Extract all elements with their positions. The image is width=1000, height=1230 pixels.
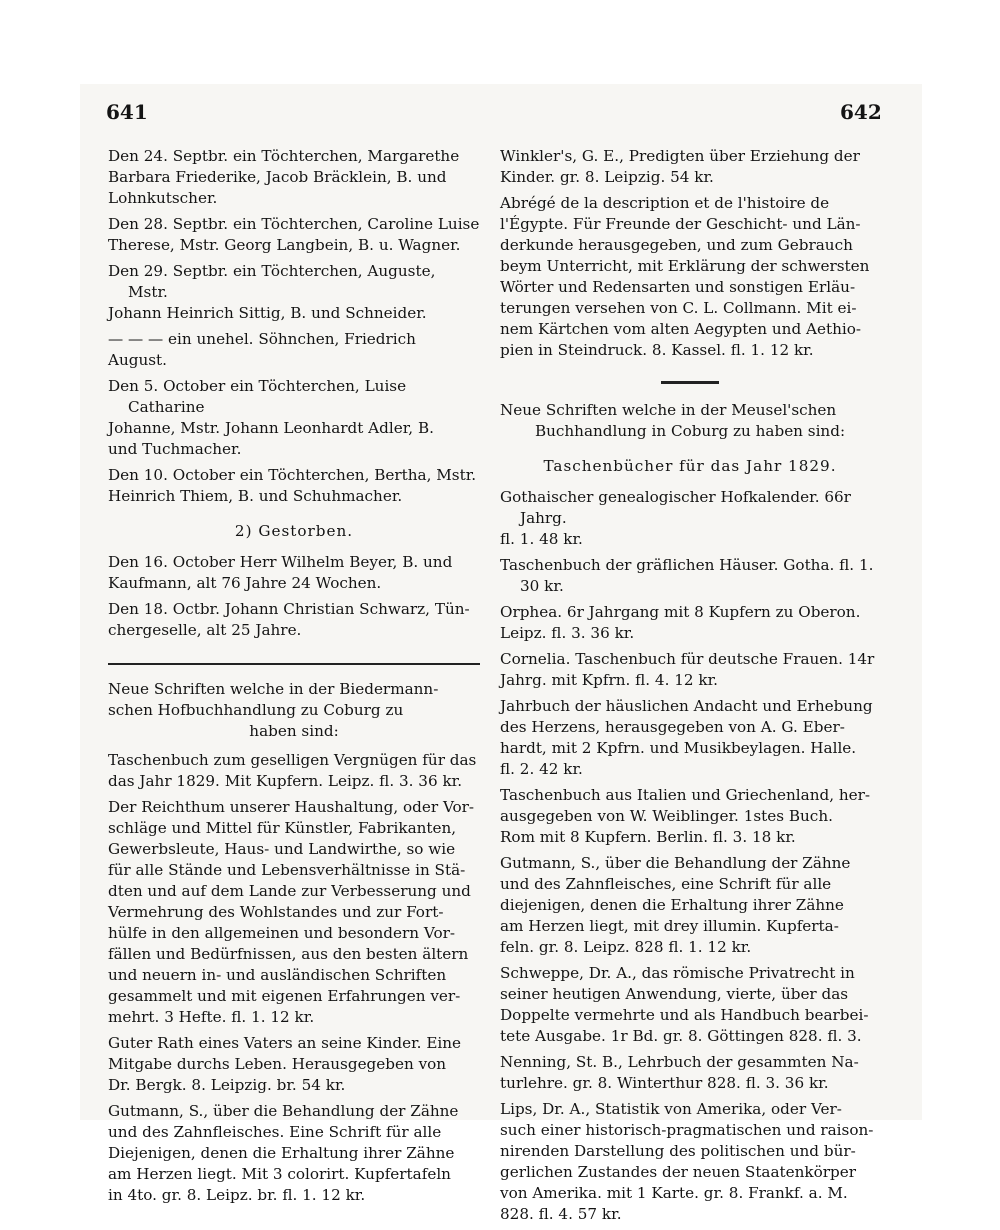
text-line: ausgegeben von W. Weiblinger. 1stes Buch. — [500, 807, 833, 825]
book-entry — [108, 797, 480, 1028]
book-entry — [108, 1033, 480, 1096]
births-list — [108, 146, 480, 507]
death-entry — [108, 599, 480, 641]
text-line: hardt, mit 2 Kpfrn. und Musikbeylagen. Halle. — [500, 739, 857, 757]
text-line: Wörter und Redensarten und sonstigen Erläu- — [500, 278, 856, 296]
text-line: Kaufmann, alt 76 Jahre 24 Wochen. — [108, 574, 382, 592]
text-line: August. — [108, 351, 167, 369]
text-line: in 4to. gr. 8. Leipz. br. fl. 1. 12 kr. — [108, 1186, 366, 1204]
text-line: und des Zahnfleisches, eine Schrift für alle — [500, 875, 832, 893]
text-line: Taschenbuch der gräflichen Häuser. Gotha. fl. 1. 30 kr. — [500, 556, 874, 595]
text-line: Lohnkutscher. — [108, 189, 218, 207]
heading-line: schen Hofbuchhandlung zu Coburg zu — [108, 701, 404, 719]
text-line: Schweppe, Dr. A., das römische Privatrecht in — [500, 964, 855, 982]
text-line: derkunde herausgegeben, und zum Gebrauch — [500, 236, 853, 254]
text-line: terungen versehen von C. L. Collmann. Mit ei- — [500, 299, 857, 317]
text-line: Der Reichthum unserer Haushaltung, oder Vor- — [108, 798, 475, 816]
text-line: Cornelia. Taschenbuch für deutsche Frauen. 14r — [500, 650, 875, 668]
text-line: Barbara Friederike, Jacob Bräcklein, B. und — [108, 168, 447, 186]
text-line: Taschenbuch aus Italien und Griechenland, her- — [500, 786, 871, 804]
short-divider — [661, 381, 719, 384]
section-heading-deaths: 2) Gestorben. — [234, 522, 354, 540]
birth-entry — [108, 214, 480, 256]
text-line: und Tuchmacher. — [108, 440, 242, 458]
section-divider — [108, 663, 480, 665]
heading-line: Buchhandlung in Coburg zu haben sind: — [534, 422, 846, 440]
text-line: Den 24. Septbr. ein Töchterchen, Margarethe — [108, 147, 460, 165]
bookshop-heading-biedermann — [108, 679, 480, 742]
text-line: nirenden Darstellung des politischen und bür- — [500, 1142, 856, 1160]
text-line: — — — ein unehel. Söhnchen, Friedrich — [108, 330, 416, 348]
text-line: Rom mit 8 Kupfern. Berlin. fl. 3. 18 kr. — [500, 828, 796, 846]
text-line: Dr. Bergk. 8. Leipzig. br. 54 kr. — [108, 1076, 346, 1094]
book-entry — [500, 853, 880, 958]
text-line: chergeselle, alt 25 Jahre. — [108, 621, 302, 639]
page-number-right: 642 — [840, 100, 882, 124]
text-line: und neuern in- und ausländischen Schriften — [108, 966, 447, 984]
text-line: Kinder. gr. 8. Leipzig. 54 kr. — [500, 168, 714, 186]
text-line: Johann Heinrich Sittig, B. und Schneider. — [108, 304, 427, 322]
heading-line: Neue Schriften welche in der Biedermann- — [108, 680, 439, 698]
text-line: Guter Rath eines Vaters an seine Kinder. Eine — [108, 1034, 462, 1052]
right-column — [500, 146, 880, 1230]
text-line: am Herzen liegt. Mit 3 colorirt. Kupfertafeln — [108, 1165, 451, 1183]
text-line: Mitgabe durchs Leben. Herausgegeben von — [108, 1055, 447, 1073]
book-entry — [500, 555, 880, 597]
book-entry — [108, 750, 480, 792]
text-line: Den 29. Septbr. ein Töchterchen, Auguste, Mstr. — [108, 262, 436, 301]
text-line: und des Zahnfleisches. Eine Schrift für alle — [108, 1123, 442, 1141]
text-line: das Jahr 1829. Mit Kupfern. Leipz. fl. 3. 36 kr. — [108, 772, 463, 790]
text-line: Heinrich Thiem, B. und Schuhmacher. — [108, 487, 403, 505]
book-entry — [500, 146, 880, 188]
text-line: Leipz. fl. 3. 36 kr. — [500, 624, 635, 642]
text-line: gerlichen Zustandes der neuen Staatenkörper — [500, 1163, 856, 1181]
text-line: Vermehrung des Wohlstandes und zur Fort- — [108, 903, 444, 921]
text-line: diejenigen, denen die Erhaltung ihrer Zähne — [500, 896, 844, 914]
text-line: Den 18. Octbr. Johann Christian Schwarz, Tün- — [108, 600, 470, 618]
text-line: fl. 2. 42 kr. — [500, 760, 583, 778]
deaths-list — [108, 552, 480, 641]
text-line: Taschenbuch zum geselligen Vergnügen für das — [108, 751, 477, 769]
book-entry — [500, 649, 880, 691]
text-line: Winkler's, G. E., Predigten über Erziehung der — [500, 147, 860, 165]
text-line: Gutmann, S., über die Behandlung der Zähne — [500, 854, 851, 872]
text-line: feln. gr. 8. Leipz. 828 fl. 1. 12 kr. — [500, 938, 752, 956]
subheading-taschenbuecher: Taschenbücher für das Jahr 1829. — [543, 457, 837, 475]
text-line: fl. 1. 48 kr. — [500, 530, 583, 548]
book-list-right — [500, 487, 880, 1225]
text-line: Den 5. October ein Töchterchen, Luise Catharine — [108, 377, 407, 416]
text-line: des Herzens, herausgegeben von A. G. Eber- — [500, 718, 845, 736]
book-entry — [108, 1101, 480, 1206]
text-line: Gewerbsleute, Haus- und Landwirthe, so wie — [108, 840, 456, 858]
heading-line: haben sind: — [249, 722, 339, 740]
book-entry — [500, 602, 880, 644]
birth-entry — [108, 146, 480, 209]
book-entry — [500, 193, 880, 361]
text-line: Jahrbuch der häuslichen Andacht und Erhebung — [500, 697, 873, 715]
text-line: hülfe in den allgemeinen und besondern Vor- — [108, 924, 455, 942]
book-list-continued — [500, 146, 880, 361]
text-line: dten und auf dem Lande zur Verbesserung und — [108, 882, 471, 900]
page-number-left: 641 — [106, 100, 148, 124]
text-line: am Herzen liegt, mit drey illumin. Kupferta- — [500, 917, 839, 935]
text-line: 828. fl. 4. 57 kr. — [500, 1205, 622, 1223]
death-entry — [108, 552, 480, 594]
text-line: Jahrg. mit Kpfrn. fl. 4. 12 kr. — [500, 671, 719, 689]
text-line: schläge und Mittel für Künstler, Fabrikanten, — [108, 819, 457, 837]
book-entry — [500, 1099, 880, 1225]
text-line: beym Unterricht, mit Erklärung der schwersten — [500, 257, 870, 275]
text-line: l'Égypte. Für Freunde der Geschicht- und Län- — [500, 215, 861, 233]
book-entry — [500, 963, 880, 1047]
bookshop-heading-meusel — [500, 400, 880, 442]
text-line: Diejenigen, denen die Erhaltung ihrer Zähne — [108, 1144, 455, 1162]
text-line: Johanne, Mstr. Johann Leonhardt Adler, B. — [108, 419, 434, 437]
text-line: Gothaischer genealogischer Hofkalender. 66r Jahrg. — [500, 488, 851, 527]
text-line: Lips, Dr. A., Statistik von Amerika, oder Ver- — [500, 1100, 842, 1118]
book-entry — [500, 1052, 880, 1094]
text-line: Abrégé de la description et de l'histoire de — [500, 194, 830, 212]
heading-line: Neue Schriften welche in der Meusel'schen — [500, 401, 837, 419]
text-line: von Amerika. mit 1 Karte. gr. 8. Frankf. a. M. — [500, 1184, 848, 1202]
book-list-left — [108, 750, 480, 1206]
text-line: pien in Steindruck. 8. Kassel. fl. 1. 12 kr. — [500, 341, 814, 359]
text-line: such einer historisch-pragmatischen und raison- — [500, 1121, 874, 1139]
text-line: fällen und Bedürfnissen, aus den besten ältern — [108, 945, 469, 963]
text-line: Orphea. 6r Jahrgang mit 8 Kupfern zu Oberon. — [500, 603, 861, 621]
left-column — [108, 146, 480, 1211]
text-line: seiner heutigen Anwendung, vierte, über das — [500, 985, 849, 1003]
book-entry — [500, 696, 880, 780]
text-line: nem Kärtchen vom alten Aegypten und Aethio- — [500, 320, 861, 338]
birth-entry — [108, 261, 480, 324]
book-entry — [500, 785, 880, 848]
text-line: tete Ausgabe. 1r Bd. gr. 8. Göttingen 828. fl. 3. — [500, 1027, 862, 1045]
text-line: für alle Stände und Lebensverhältnisse in Stä- — [108, 861, 466, 879]
birth-entry — [108, 376, 480, 460]
text-line: Therese, Mstr. Georg Langbein, B. u. Wagner. — [108, 236, 461, 254]
text-line: gesammelt und mit eigenen Erfahrungen ver- — [108, 987, 461, 1005]
text-line: Doppelte vermehrte und als Handbuch bearbei- — [500, 1006, 869, 1024]
text-line: Gutmann, S., über die Behandlung der Zähne — [108, 1102, 459, 1120]
text-line: mehrt. 3 Hefte. fl. 1. 12 kr. — [108, 1008, 315, 1026]
birth-entry — [108, 465, 480, 507]
birth-entry — [108, 329, 480, 371]
text-line: Den 28. Septbr. ein Töchterchen, Caroline Luise — [108, 215, 480, 233]
text-line: Den 10. October ein Töchterchen, Bertha, Mstr. — [108, 466, 477, 484]
text-line: turlehre. gr. 8. Winterthur 828. fl. 3. 36 kr. — [500, 1074, 829, 1092]
book-entry — [500, 487, 880, 550]
text-line: Den 16. October Herr Wilhelm Beyer, B. und — [108, 553, 453, 571]
text-line: Nenning, St. B., Lehrbuch der gesammten Na- — [500, 1053, 859, 1071]
